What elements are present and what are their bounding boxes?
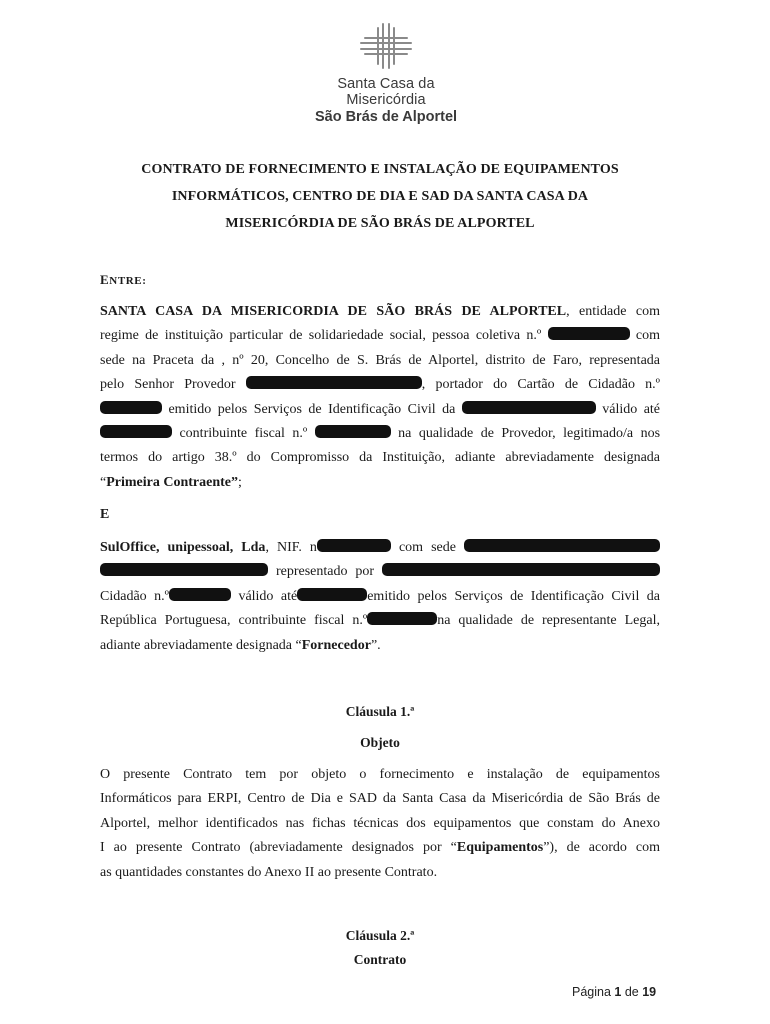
party1-text: pelo Senhor Provedor <box>100 377 236 393</box>
entre-first-letter: E <box>100 272 110 287</box>
page-number-middle: de <box>621 985 643 999</box>
clause1-text: I ao presente Contrato (abreviadamente designados por “ <box>100 840 457 856</box>
page-number-prefix: Página <box>572 985 615 999</box>
party1-line <box>100 398 660 422</box>
redaction-block <box>462 401 596 414</box>
page-number <box>572 985 656 999</box>
party1-text: termos do artigo 38.º do Compromisso da Instituição, adiante abreviadamente designada <box>100 450 660 466</box>
party1-line <box>100 422 660 446</box>
redaction-block <box>297 588 367 601</box>
title-line-2: INFORMÁTICOS, CENTRO DE DIA E SAD DA SANTA CASA DA <box>171 189 589 204</box>
cross-emblem-icon <box>355 22 417 70</box>
redaction-block <box>315 425 391 438</box>
clause1-line: as quantidades constantes do Anexo II ao presente Contrato. <box>100 864 438 880</box>
party1-line <box>100 471 660 495</box>
party2-line <box>100 609 660 633</box>
clause1-line: Informáticos para ERPI, Centro de Dia e SAD da Santa Casa da Misericórdia de São Brás de <box>100 791 660 807</box>
party2-text: ”. <box>370 637 381 653</box>
party1-designation: Primeira Contraente” <box>106 474 239 490</box>
party1-line <box>100 373 660 397</box>
party2-line <box>100 536 660 560</box>
current-page: 1 <box>614 985 622 999</box>
clause1-line <box>100 836 660 860</box>
party1-paragraph <box>100 300 660 495</box>
party2-text: adiante abreviadamente designada “ <box>100 637 302 653</box>
party2-text: , NIF. n <box>265 540 317 555</box>
clause1-text: ”), de acordo com <box>543 840 660 856</box>
party1-line <box>100 446 660 470</box>
party1-text: regime de instituição particular de solidariedade social, pessoa coletiva n.º <box>100 328 542 344</box>
party2-text: República Portuguesa, contribuinte fiscal n.º <box>100 613 368 629</box>
party1-text: ; <box>238 474 242 490</box>
clause1-line: O presente Contrato tem por objeto o fornecimento e instalação de equipamentos <box>100 767 660 782</box>
section-label-entre <box>100 272 147 288</box>
party1-text: contribuinte fiscal n.º <box>179 425 308 441</box>
clause1-line: Alportel, melhor identificados nas fichas técnicas dos equipamentos que constam do Anexo <box>100 815 660 831</box>
party1-text: com <box>635 328 661 344</box>
party2-text: emitido pelos Serviços de Identificação Civil da <box>367 588 661 604</box>
clause1-subheading: Objeto <box>360 735 400 750</box>
clause2-heading: Cláusula 2.ª <box>345 928 415 943</box>
party1-line <box>100 300 660 324</box>
redaction-block <box>367 612 437 625</box>
party1-name: SANTA CASA DA MISERICORDIA DE SÃO BRÁS DE ALPORTEL <box>100 304 567 319</box>
total-pages: 19 <box>642 985 657 999</box>
redaction-block <box>246 376 422 389</box>
redaction-block <box>464 539 660 552</box>
party2-text: Cidadão n.º <box>100 588 169 604</box>
redaction-block <box>317 539 391 552</box>
redaction-block <box>100 563 268 576</box>
party2-text: com sede <box>398 540 456 555</box>
clause1-paragraph <box>100 763 660 885</box>
logo-line-1: Santa Casa da Misericórdia <box>337 76 435 108</box>
party2-text: na qualidade de representante Legal, <box>437 613 660 629</box>
title-line-3: MISERICÓRDIA DE SÃO BRÁS DE ALPORTEL <box>225 216 535 231</box>
party2-paragraph <box>100 536 660 658</box>
redaction-block <box>100 425 172 438</box>
redaction-block <box>100 401 162 414</box>
entre-rest: NTRE: <box>109 275 147 287</box>
clause1-heading: Cláusula 1.ª <box>345 704 415 719</box>
party2-line <box>100 634 660 658</box>
contract-title <box>100 156 660 237</box>
party1-line <box>100 349 660 373</box>
party2-designation: Fornecedor <box>301 637 371 653</box>
party2-line <box>100 585 660 609</box>
logo-line-2: São Brás de Alportel <box>314 109 458 125</box>
party1-text: emitido pelos Serviços de Identificação Civil da <box>168 401 456 417</box>
party1-text: sede na Praceta da , nº 20, Concelho de S. Brás de Alportel, distrito de Faro, representada <box>100 352 660 368</box>
equipment-term: Equipamentos <box>456 840 544 856</box>
institution-logo <box>296 22 476 125</box>
clause2-subheading: Contrato <box>353 952 407 967</box>
party1-text: válido até <box>602 401 661 417</box>
conjunction-e: E <box>100 507 110 522</box>
party2-text: representado por <box>275 564 375 580</box>
party1-text: “ <box>100 474 107 490</box>
party2-name: SulOffice, unipessoal, Lda <box>100 540 266 555</box>
party1-text: , entidade com <box>566 304 660 319</box>
redaction-block <box>169 588 231 601</box>
redaction-block <box>548 327 630 340</box>
redaction-block <box>382 563 660 576</box>
title-line-1: CONTRATO DE FORNECIMENTO E INSTALAÇÃO DE EQUIPAMENTOS <box>141 162 619 177</box>
party2-text: válido até <box>238 588 298 604</box>
party1-line <box>100 324 660 348</box>
party1-text: na qualidade de Provedor, legitimado/a nos <box>398 425 661 441</box>
party2-line <box>100 560 660 584</box>
party1-text: , portador do Cartão de Cidadão n.º <box>421 377 660 393</box>
